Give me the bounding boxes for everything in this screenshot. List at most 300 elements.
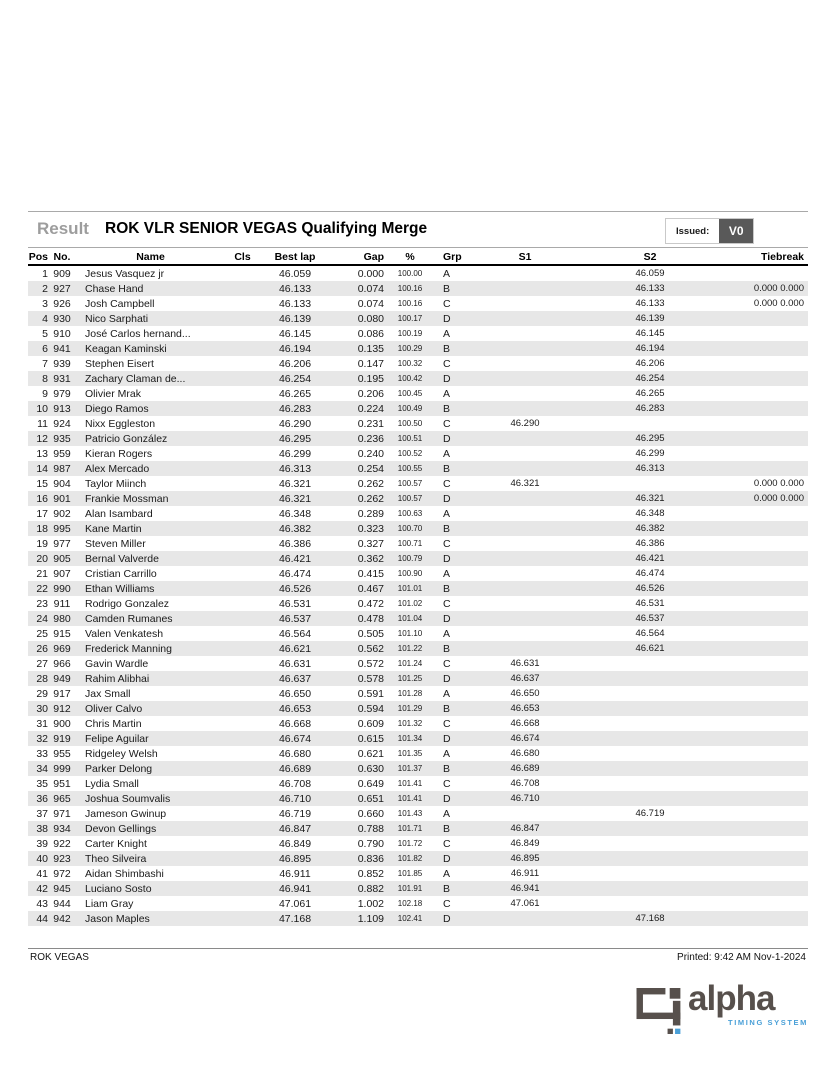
table-row [28, 266, 808, 281]
cell-tiebreak: 0.000 0.000 [753, 298, 804, 309]
cell-name: Joshua Soumvalis [85, 792, 171, 805]
cell-no: 995 [53, 522, 71, 535]
cell-no: 944 [53, 897, 71, 910]
cell-s2: 46.421 [635, 553, 665, 564]
cell-bestlap: 46.895 [278, 852, 312, 865]
cell-name: Diego Ramos [85, 402, 149, 415]
cell-name: Josh Campbell [85, 297, 155, 310]
table-row [28, 851, 808, 866]
cell-pos: 22 [36, 582, 48, 595]
cell-no: 901 [53, 492, 71, 505]
cell-pos: 7 [42, 357, 48, 370]
table-row [28, 521, 808, 536]
cell-gap: 0.262 [357, 492, 384, 505]
table-row [28, 701, 808, 716]
cell-name: Cristian Carrillo [85, 567, 157, 580]
cell-no: 945 [53, 882, 71, 895]
cell-pos: 30 [36, 702, 48, 715]
cell-gap: 0.135 [357, 342, 384, 355]
cell-grp: B [443, 882, 451, 895]
cell-s1: 46.689 [510, 763, 540, 774]
cell-grp: B [443, 822, 451, 835]
cell-gap: 0.000 [357, 267, 384, 280]
cell-pos: 4 [42, 312, 48, 325]
col-header-cls: Cls [234, 250, 251, 263]
cell-name: Stephen Eisert [85, 357, 154, 370]
cell-no: 969 [53, 642, 71, 655]
cell-pos: 8 [42, 372, 48, 385]
cell-bestlap: 46.849 [278, 837, 312, 850]
table-row [28, 566, 808, 581]
cell-percent: 100.79 [397, 554, 423, 563]
cell-percent: 101.41 [397, 794, 423, 803]
cell-name: Patricio González [85, 432, 168, 445]
cell-percent: 101.72 [397, 839, 423, 848]
cell-gap: 0.630 [357, 762, 384, 775]
cell-grp: C [443, 357, 451, 370]
cell-pos: 43 [36, 897, 48, 910]
cell-gap: 0.651 [357, 792, 384, 805]
cell-gap: 0.231 [357, 417, 384, 430]
cell-percent: 102.18 [397, 899, 423, 908]
cell-name: Lydia Small [85, 777, 139, 790]
col-header-bestlap: Best lap [274, 250, 316, 263]
cell-grp: A [443, 327, 451, 340]
cell-pos: 41 [36, 867, 48, 880]
cell-name: Ethan Williams [85, 582, 155, 595]
cell-gap: 0.852 [357, 867, 384, 880]
cell-name: Luciano Sosto [85, 882, 152, 895]
cell-grp: D [443, 492, 451, 505]
cell-percent: 100.49 [397, 404, 423, 413]
cell-pos: 32 [36, 732, 48, 745]
table-row [28, 491, 808, 506]
cell-name: Frederick Manning [85, 642, 172, 655]
cell-name: Chase Hand [85, 282, 144, 295]
cell-grp: D [443, 612, 451, 625]
cell-no: 979 [53, 387, 71, 400]
cell-no: 905 [53, 552, 71, 565]
cell-gap: 0.254 [357, 462, 384, 475]
cell-bestlap: 46.564 [278, 627, 312, 640]
cell-name: Frankie Mossman [85, 492, 169, 505]
cell-name: Aidan Shimbashi [85, 867, 164, 880]
cell-grp: D [443, 792, 451, 805]
cell-pos: 12 [36, 432, 48, 445]
table-row [28, 326, 808, 341]
cell-pos: 44 [36, 912, 48, 925]
cell-s2: 46.059 [635, 268, 665, 279]
cell-bestlap: 46.668 [278, 717, 312, 730]
cell-pos: 15 [36, 477, 48, 490]
cell-no: 910 [53, 327, 71, 340]
table-row [28, 506, 808, 521]
cell-percent: 100.32 [397, 359, 423, 368]
cell-pos: 28 [36, 672, 48, 685]
cell-gap: 0.262 [357, 477, 384, 490]
table-row [28, 671, 808, 686]
cell-pos: 2 [42, 282, 48, 295]
cell-gap: 0.572 [357, 657, 384, 670]
cell-pos: 29 [36, 687, 48, 700]
table-row [28, 776, 808, 791]
col-header-grp: Grp [443, 250, 462, 263]
cell-pos: 40 [36, 852, 48, 865]
cell-s1: 46.680 [510, 748, 540, 759]
cell-name: Zachary Claman de... [85, 372, 186, 385]
cell-name: Olivier Mrak [85, 387, 142, 400]
cell-gap: 0.594 [357, 702, 384, 715]
cell-grp: C [443, 837, 451, 850]
cell-grp: B [443, 402, 451, 415]
cell-name: Jax Small [85, 687, 131, 700]
table-row [28, 281, 808, 296]
cell-percent: 100.00 [397, 269, 423, 278]
cell-name: Steven Miller [85, 537, 146, 550]
cell-s1: 46.674 [510, 733, 540, 744]
cell-no: 942 [53, 912, 71, 925]
header-bottom-rule [28, 247, 808, 248]
cell-percent: 102.41 [397, 914, 423, 923]
cell-s2: 46.139 [635, 313, 665, 324]
cell-pos: 9 [42, 387, 48, 400]
cell-pos: 42 [36, 882, 48, 895]
cell-gap: 0.467 [357, 582, 384, 595]
table-row [28, 581, 808, 596]
cell-bestlap: 47.168 [278, 912, 312, 925]
cell-gap: 0.478 [357, 612, 384, 625]
cell-gap: 0.080 [357, 312, 384, 325]
footer-event-label: ROK VEGAS [30, 952, 89, 963]
cell-no: 972 [53, 867, 71, 880]
table-row [28, 626, 808, 641]
table-row [28, 881, 808, 896]
cell-percent: 101.28 [397, 689, 423, 698]
table-row [28, 896, 808, 911]
version-badge: V0 [719, 219, 753, 243]
table-row [28, 356, 808, 371]
col-header-gap: Gap [363, 250, 384, 263]
cell-name: Liam Gray [85, 897, 134, 910]
cell-s2: 46.295 [635, 433, 665, 444]
cell-name: Valen Venkatesh [85, 627, 164, 640]
cell-gap: 0.505 [357, 627, 384, 640]
cell-pos: 39 [36, 837, 48, 850]
cell-s1: 46.650 [510, 688, 540, 699]
cell-percent: 100.90 [397, 569, 423, 578]
alpha-logo-icon [636, 988, 682, 1034]
cell-s2: 46.206 [635, 358, 665, 369]
cell-bestlap: 46.941 [278, 882, 312, 895]
cell-percent: 100.50 [397, 419, 423, 428]
cell-pos: 31 [36, 717, 48, 730]
cell-tiebreak: 0.000 0.000 [753, 283, 804, 294]
issued-badge [665, 218, 754, 244]
cell-no: 930 [53, 312, 71, 325]
cell-no: 902 [53, 507, 71, 520]
cell-no: 965 [53, 792, 71, 805]
cell-s2: 46.564 [635, 628, 665, 639]
table-row [28, 476, 808, 491]
cell-s1: 46.290 [510, 418, 540, 429]
cell-bestlap: 46.537 [278, 612, 312, 625]
cell-grp: A [443, 507, 451, 520]
cell-bestlap: 46.710 [278, 792, 312, 805]
cell-bestlap: 46.621 [278, 642, 312, 655]
cell-bestlap: 46.290 [278, 417, 312, 430]
table-row [28, 296, 808, 311]
cell-no: 966 [53, 657, 71, 670]
cell-bestlap: 47.061 [278, 897, 312, 910]
cell-no: 913 [53, 402, 71, 415]
cell-gap: 0.224 [357, 402, 384, 415]
cell-no: 931 [53, 372, 71, 385]
cell-gap: 0.591 [357, 687, 384, 700]
cell-s1: 46.847 [510, 823, 540, 834]
cell-bestlap: 46.382 [278, 522, 312, 535]
cell-bestlap: 46.206 [278, 357, 312, 370]
cell-percent: 100.51 [397, 434, 423, 443]
cell-name: Kane Martin [85, 522, 142, 535]
cell-bestlap: 46.059 [278, 267, 312, 280]
cell-bestlap: 46.631 [278, 657, 312, 670]
cell-s1: 46.708 [510, 778, 540, 789]
cell-s2: 46.299 [635, 448, 665, 459]
cell-gap: 0.240 [357, 447, 384, 460]
cell-name: Jason Maples [85, 912, 150, 925]
table-row [28, 746, 808, 761]
cell-percent: 101.43 [397, 809, 423, 818]
cell-bestlap: 46.421 [278, 552, 312, 565]
cell-grp: C [443, 537, 451, 550]
cell-percent: 101.01 [397, 584, 423, 593]
cell-no: 949 [53, 672, 71, 685]
table-row [28, 821, 808, 836]
cell-no: 900 [53, 717, 71, 730]
cell-bestlap: 46.133 [278, 297, 312, 310]
cell-name: Nixx Eggleston [85, 417, 156, 430]
cell-s1: 46.653 [510, 703, 540, 714]
cell-gap: 0.882 [357, 882, 384, 895]
col-header-percent: % [405, 250, 415, 263]
cell-no: 907 [53, 567, 71, 580]
cell-s2: 46.194 [635, 343, 665, 354]
cell-s2: 46.265 [635, 388, 665, 399]
cell-percent: 101.37 [397, 764, 423, 773]
table-row [28, 386, 808, 401]
cell-name: Rahim Alibhai [85, 672, 150, 685]
cell-name: Theo Silveira [85, 852, 147, 865]
table-row [28, 641, 808, 656]
cell-s1: 46.895 [510, 853, 540, 864]
cell-s2: 46.719 [635, 808, 665, 819]
cell-bestlap: 46.386 [278, 537, 312, 550]
cell-grp: D [443, 372, 451, 385]
cell-tiebreak: 0.000 0.000 [753, 493, 804, 504]
cell-s1: 47.061 [510, 898, 540, 909]
cell-s2: 46.254 [635, 373, 665, 384]
cell-s1: 46.321 [510, 478, 540, 489]
cell-name: Carter Knight [85, 837, 147, 850]
cell-pos: 17 [36, 507, 48, 520]
cell-s2: 46.537 [635, 613, 665, 624]
table-row [28, 791, 808, 806]
cell-s1: 46.668 [510, 718, 540, 729]
cell-grp: D [443, 852, 451, 865]
cell-percent: 100.45 [397, 389, 423, 398]
footer-printed-label: Printed: 9:42 AM Nov-1-2024 [677, 952, 806, 963]
cell-pos: 34 [36, 762, 48, 775]
cell-gap: 0.472 [357, 597, 384, 610]
cell-percent: 100.70 [397, 524, 423, 533]
cell-percent: 101.32 [397, 719, 423, 728]
cell-grp: C [443, 597, 451, 610]
cell-bestlap: 46.911 [279, 867, 311, 880]
cell-pos: 5 [42, 327, 48, 340]
cell-gap: 0.415 [357, 567, 384, 580]
col-header-pos: Pos [28, 250, 48, 263]
table-row [28, 446, 808, 461]
cell-name: Camden Rumanes [85, 612, 173, 625]
cell-percent: 101.02 [397, 599, 423, 608]
cell-pos: 3 [42, 297, 48, 310]
table-row [28, 731, 808, 746]
cell-gap: 0.621 [357, 747, 384, 760]
cell-name: Devon Gellings [85, 822, 157, 835]
cell-pos: 10 [36, 402, 48, 415]
cell-no: 935 [53, 432, 71, 445]
cell-gap: 0.147 [357, 357, 384, 370]
cell-percent: 101.34 [397, 734, 423, 743]
brand-tagline: TIMING SYSTEM [728, 1018, 808, 1027]
table-row [28, 761, 808, 776]
cell-grp: A [443, 267, 451, 280]
cell-no: 922 [53, 837, 71, 850]
cell-s2: 46.474 [635, 568, 665, 579]
cell-gap: 0.562 [357, 642, 384, 655]
table-row [28, 596, 808, 611]
cell-name: Kieran Rogers [85, 447, 153, 460]
cell-s2: 46.321 [635, 493, 665, 504]
cell-gap: 0.788 [357, 822, 384, 835]
cell-gap: 0.609 [357, 717, 384, 730]
cell-no: 980 [53, 612, 71, 625]
cell-s2: 46.526 [635, 583, 665, 594]
cell-percent: 101.41 [397, 779, 423, 788]
cell-name: Nico Sarphati [85, 312, 149, 325]
cell-s1: 46.637 [510, 673, 540, 684]
cell-grp: D [443, 912, 451, 925]
cell-no: 904 [53, 477, 71, 490]
cell-bestlap: 46.474 [278, 567, 312, 580]
table-row [28, 806, 808, 821]
table-row [28, 311, 808, 326]
cell-no: 941 [53, 342, 71, 355]
cell-bestlap: 46.526 [278, 582, 312, 595]
cell-bestlap: 46.689 [278, 762, 312, 775]
cell-gap: 0.660 [357, 807, 384, 820]
cell-pos: 14 [36, 462, 48, 475]
cell-percent: 100.29 [397, 344, 423, 353]
cell-grp: C [443, 297, 451, 310]
cell-no: 987 [53, 462, 71, 475]
page-title: ROK VLR SENIOR VEGAS Qualifying Merge [105, 220, 428, 237]
cell-grp: B [443, 462, 451, 475]
cell-percent: 101.04 [397, 614, 423, 623]
cell-gap: 0.327 [357, 537, 384, 550]
cell-grp: B [443, 762, 451, 775]
cell-gap: 0.074 [357, 297, 384, 310]
cell-no: 909 [53, 267, 71, 280]
table-row [28, 911, 808, 926]
cell-name: Bernal Valverde [85, 552, 159, 565]
cell-s1: 46.911 [510, 868, 540, 879]
cell-gap: 0.615 [357, 732, 384, 745]
cell-grp: D [443, 732, 451, 745]
cell-s1: 46.849 [510, 838, 540, 849]
cell-pos: 23 [36, 597, 48, 610]
cell-bestlap: 46.653 [278, 702, 312, 715]
cell-name: Keagan Kaminski [85, 342, 167, 355]
table-row [28, 371, 808, 386]
cell-gap: 0.086 [357, 327, 384, 340]
report-header [28, 213, 808, 247]
cell-gap: 0.236 [357, 432, 384, 445]
cell-bestlap: 46.295 [278, 432, 312, 445]
cell-pos: 11 [37, 417, 48, 430]
cell-name: Rodrigo Gonzalez [85, 597, 170, 610]
cell-grp: A [443, 687, 451, 700]
cell-bestlap: 46.254 [278, 372, 312, 385]
cell-name: Felipe Aguilar [85, 732, 149, 745]
cell-bestlap: 46.650 [278, 687, 312, 700]
cell-grp: A [443, 567, 451, 580]
cell-pos: 16 [36, 492, 48, 505]
cell-bestlap: 46.674 [278, 732, 312, 745]
cell-percent: 101.25 [397, 674, 423, 683]
cell-s2: 46.382 [635, 523, 665, 534]
column-header-row [28, 249, 808, 264]
cell-percent: 100.63 [397, 509, 423, 518]
table-row [28, 461, 808, 476]
cell-pos: 35 [36, 777, 48, 790]
cell-percent: 101.24 [397, 659, 423, 668]
cell-no: 939 [53, 357, 71, 370]
cell-grp: B [443, 642, 451, 655]
cell-s2: 47.168 [635, 913, 665, 924]
table-row [28, 866, 808, 881]
table-row [28, 611, 808, 626]
cell-grp: B [443, 282, 451, 295]
cell-no: 915 [53, 627, 71, 640]
cell-name: Jesus Vasquez jr [85, 267, 165, 280]
cell-gap: 1.002 [357, 897, 384, 910]
cell-bestlap: 46.283 [278, 402, 312, 415]
cell-pos: 6 [42, 342, 48, 355]
cell-grp: A [443, 447, 451, 460]
cell-bestlap: 46.194 [278, 342, 312, 355]
cell-s2: 46.621 [635, 643, 665, 654]
cell-grp: B [443, 582, 451, 595]
cell-percent: 100.55 [397, 464, 423, 473]
table-row [28, 416, 808, 431]
footer-rule [28, 948, 808, 949]
cell-s2: 46.313 [635, 463, 665, 474]
cell-s2: 46.531 [635, 598, 665, 609]
cell-percent: 100.19 [397, 329, 423, 338]
cell-gap: 0.578 [357, 672, 384, 685]
cell-percent: 101.85 [397, 869, 423, 878]
